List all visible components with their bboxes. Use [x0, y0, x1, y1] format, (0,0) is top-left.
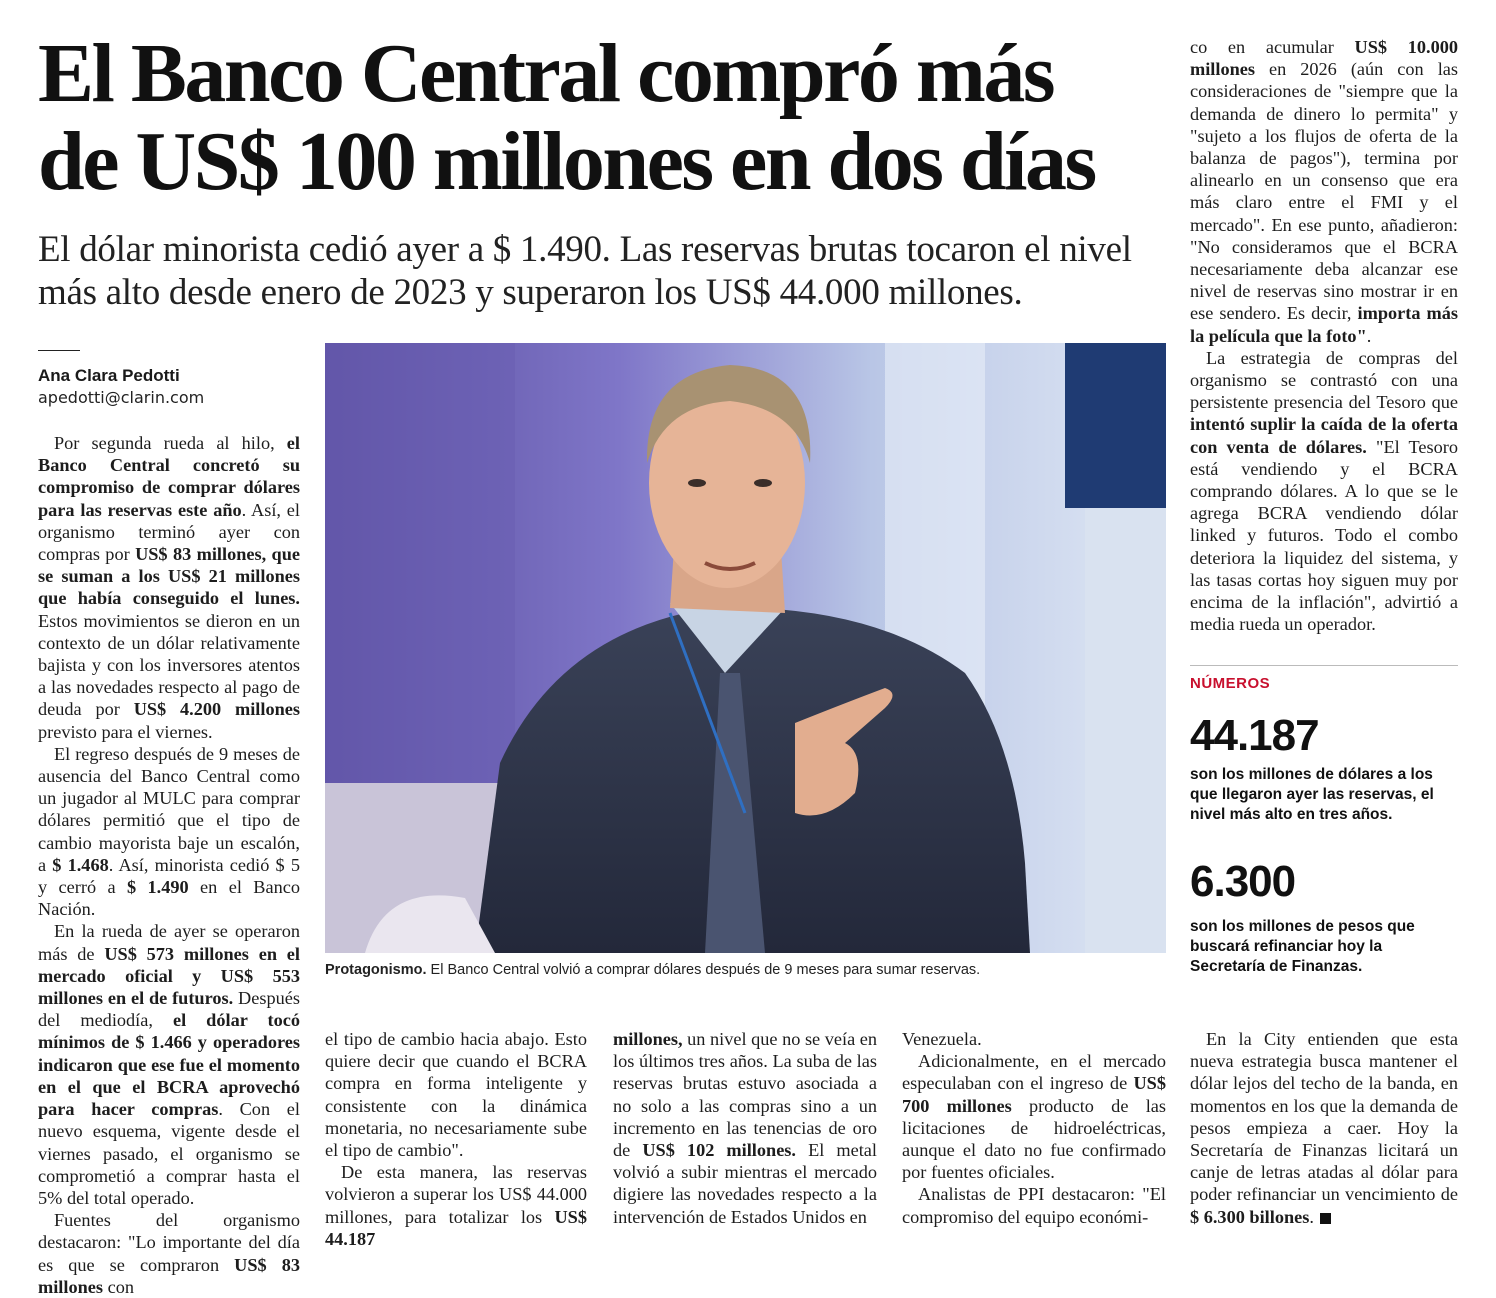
author-name: Ana Clara Pedotti	[38, 366, 180, 385]
headline-line-2: de US$ 100 millones en dos días	[38, 115, 1095, 208]
end-of-article-mark	[1320, 1213, 1331, 1224]
article-column-1	[38, 432, 300, 1298]
article-column-2	[325, 1028, 587, 1250]
paragraph: La estrategia de compras del organismo se contrastó con una persistente presencia del Tesoro que intentó suplir la caída de la oferta con venta de dólares. "El Tesoro está vendiendo y el BCRA comprando dólares. A lo que se le agrega BCRA vendiendo dólar linked y futuros. Todo el combo deteriora la liquidez del sistema, y las tasas cortas hoy siguen muy por encima de la inflación", advirtió a media rueda un operador.	[1190, 347, 1458, 635]
paragraph: En la City entienden que esta nueva estrategia busca mantener el dólar lejos del techo de la banda, en momentos en los que la demanda de pesos empieza a caer. Hoy la Secretaría de Finanzas licitará un canje de letras atadas al dólar para poder refinanciar un vencimiento de $ 6.300 billones.	[1190, 1029, 1458, 1227]
deck	[38, 228, 1168, 314]
stat-value-refinance: 6.300	[1190, 857, 1296, 906]
photo-image	[325, 343, 1166, 953]
paragraph: De esta manera, las reservas volvieron a superar los US$ 44.000 millones, para totalizar los US$ 44.187	[325, 1162, 587, 1249]
paragraph: En la rueda de ayer se operaron más de US$ 573 millones en el mercado oficial y US$ 553 millones en el de futuros. Después del mediodía, el dólar tocó mínimos de $ 1.466 y operadores indicaron que ese fue el momento en el que el BCRA aprovechó para hacer compras. Con el nuevo esquema, vigente desde el viernes pasado, el organismo se comprometió a comprar hasta el 5% del total operado.	[38, 921, 300, 1208]
stat-value-reserves: 44.187	[1190, 711, 1319, 760]
article-column-4	[902, 1028, 1166, 1228]
article-column-6	[1190, 1028, 1458, 1228]
paragraph: el tipo de cambio hacia abajo. Esto quiere decir que cuando el BCRA compra en forma inteligente y consistente con la dinámica monetaria, no necesariamente sube el tipo de cambio".	[325, 1029, 587, 1161]
paragraph: El regreso después de 9 meses de ausencia del Banco Central como un jugador al MULC para comprar dólares permitió que el tipo de cambio mayorista baje un escalón, a $ 1.468. Así, minorista cedió $ 5 y cerró a $ 1.490 en el Banco Nación.	[38, 743, 300, 920]
article-column-5	[1190, 36, 1458, 635]
paragraph: Por segunda rueda al hilo, el Banco Central concretó su compromiso de comprar dólares para las reservas este año. Así, el organismo terminó ayer con compras por US$ 83 millones, que se suman a los US$ 21 millones que había conseguido el lunes. Estos movimientos se dieron en un contexto de un dólar relativamente bajista y con los inversores atentos a las novedades respecto al pago de deuda por US$ 4.200 millones previsto para el viernes.	[38, 433, 300, 742]
sidebar-section-label: NÚMEROS	[1190, 675, 1271, 692]
paragraph: Adicionalmente, en el mercado especulaban con el ingreso de US$ 700 millones producto de las licitaciones de hidroeléctricas, aunque el dato no fue confirmado por fuentes oficiales.	[902, 1051, 1166, 1183]
headline-line-1: El Banco Central compró más	[38, 27, 1054, 120]
paragraph: Fuentes del organismo destacaron: "Lo importante del día es que se compraron US$ 83 millones con	[38, 1210, 300, 1297]
paragraph: Venezuela.	[902, 1029, 982, 1049]
deck-line-2: más alto desde enero de 2023 y superaron los US$ 44.000 millones.	[38, 272, 1023, 313]
author-email[interactable]: apedotti@clarin.com	[38, 388, 205, 407]
headline	[38, 27, 1188, 208]
caption-text: El Banco Central volvió a comprar dólares después de 9 meses para sumar reservas.	[426, 962, 981, 978]
paragraph: Analistas de PPI destacaron: "El compromiso del equipo económi-	[902, 1184, 1166, 1227]
byline-rule	[38, 350, 80, 351]
caption-label: Protagonismo.	[325, 962, 427, 978]
stat-text-reserves: son los millones de dólares a los que llegaron ayer las reservas, el nivel más alto en tres años.	[1190, 766, 1434, 823]
deck-line-1: El dólar minorista cedió ayer a $ 1.490. Las reservas brutas tocaron el nivel	[38, 229, 1132, 270]
article-column-3	[613, 1028, 877, 1228]
paragraph: co en acumular US$ 10.000 millones en 2026 (aún con las consideraciones de "siempre que la demanda de dinero lo permita" y "sujeto a los flujos de oferta de la balanza de pagos"), termina por alinearlo en un consenso que era más claro entre el FMI y el mercado". En ese punto, añadieron: "No consideramos que el BCRA necesariamente deba alcanzar ese nivel de reservas sino mostrar ir en ese sendero. Es decir, importa más la película que la foto".	[1190, 37, 1459, 346]
sidebar-rule	[1190, 665, 1458, 666]
article-photo	[325, 343, 1166, 953]
stat-text-refinance: son los millones de pesos que buscará refinanciar hoy la Secretaría de Finanzas.	[1190, 918, 1415, 975]
photo-caption	[325, 962, 1166, 979]
paragraph: millones, un nivel que no se veía en los últimos tres años. La suba de las reservas brutas estuvo asociada a no solo a las compras sino a un incremento en las tenencias de oro de US$ 102 millones. El metal volvió a subir mientras el mercado digiere las novedades respecto a la intervención de Estados Unidos en	[613, 1029, 878, 1227]
